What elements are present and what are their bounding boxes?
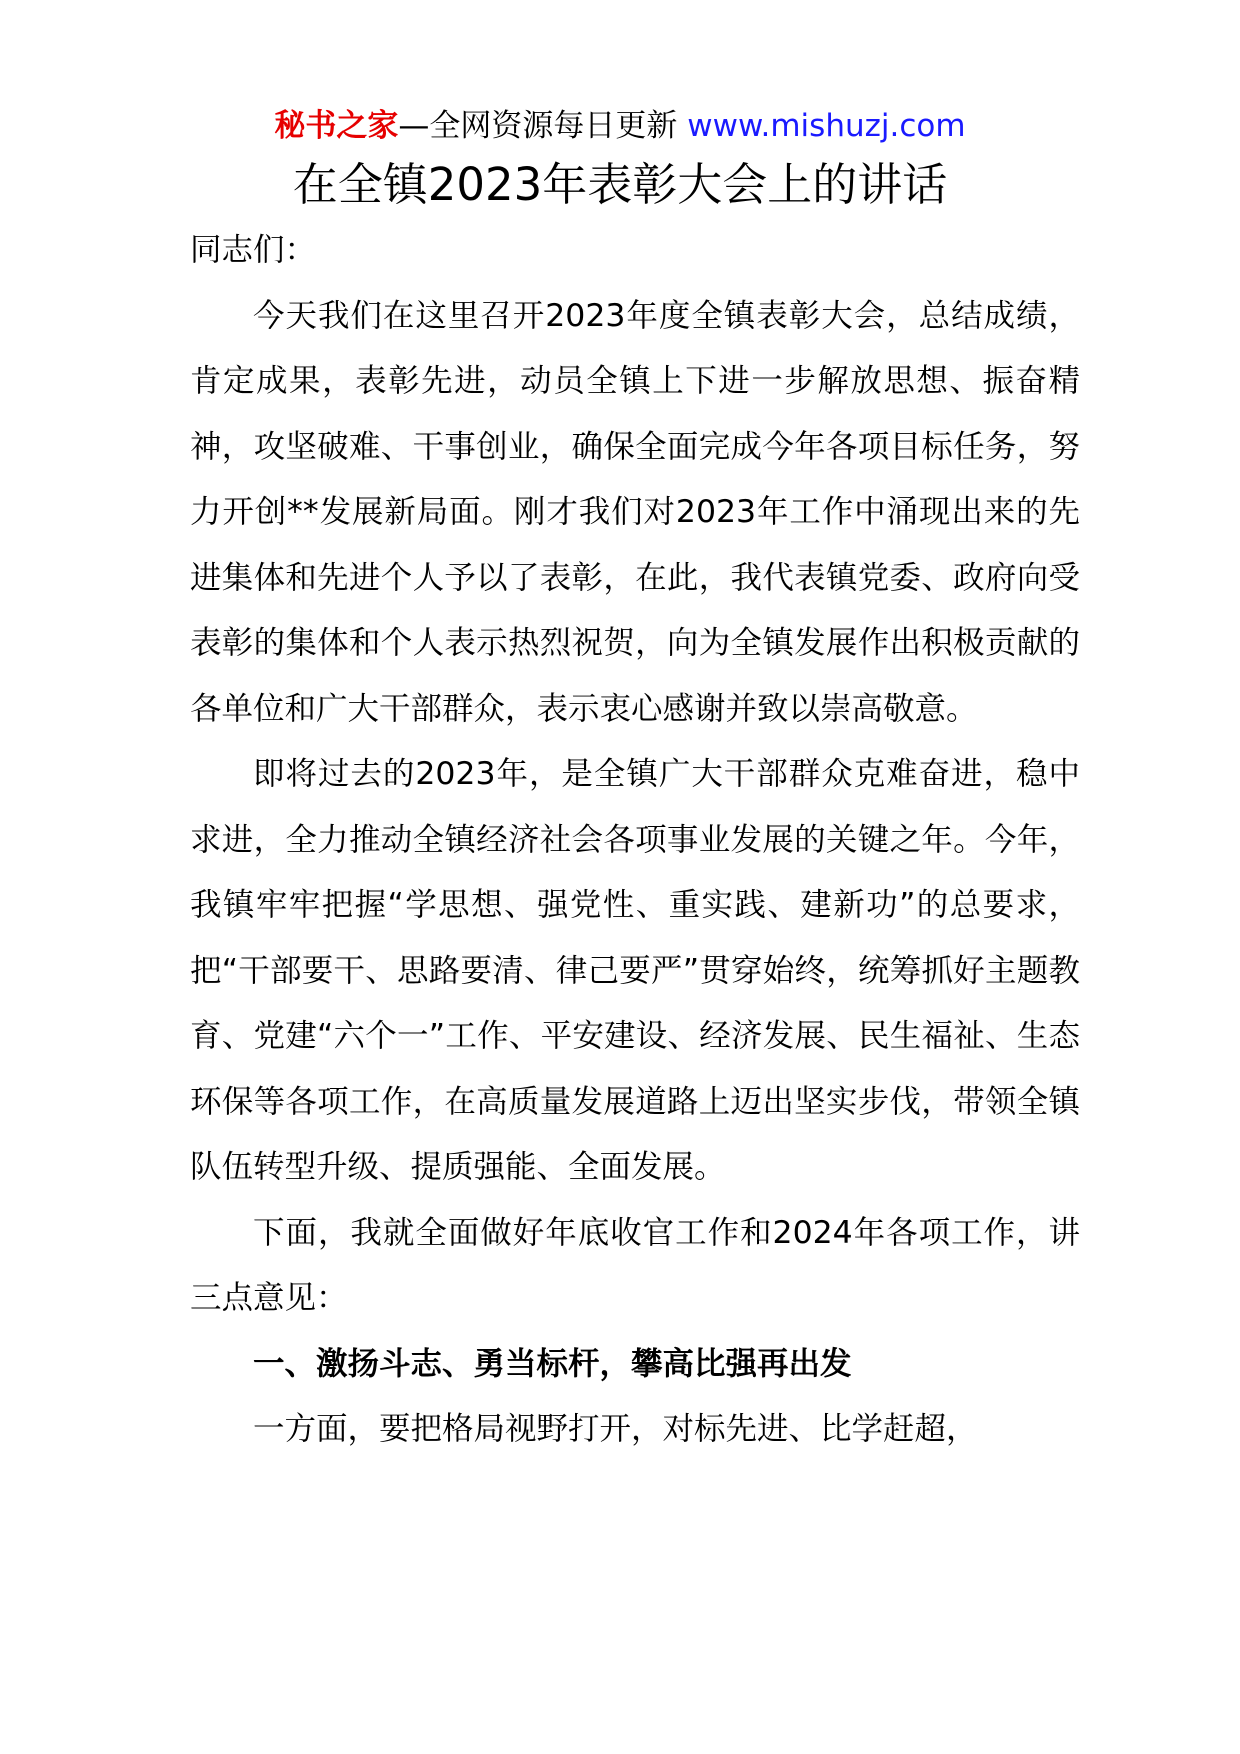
document-body xyxy=(190,218,1080,1463)
body-paragraph: 即将过去的2023年，是全镇广大干部群众克难奋进，稳中求进，全力推动全镇经济社会各项事业发展的关键之年。今年，我镇牢牢把握“学思想、强党性、重实践、建新功”的总要求，把“干部要干、思路要清、律己要严”贯穿始终，统筹抓好主题教育、党建“六个一”工作、平安建设、经济发展、民生福祉、生态环保等各项工作，在高质量发展道路上迈出坚实步伐，带领全镇队伍转型升级、提质强能、全面发展。 xyxy=(190,756,1080,1185)
salutation: 同志们： xyxy=(190,232,317,268)
document-title: 在全镇2023年表彰大会上的讲话 xyxy=(292,158,948,211)
header-tagline: —全网资源每日更新 xyxy=(398,108,688,144)
body-paragraph: 下面，我就全面做好年底收官工作和2024年各项工作，讲三点意见： xyxy=(190,1214,1080,1316)
body-paragraph: 今天我们在这里召开2023年度全镇表彰大会，总结成绩，肯定成果，表彰先进，动员全镇上下进一步解放思想、振奋精神，攻坚破难、干事创业，确保全面完成今年各项目标任务，努力开创**发展新局面。刚才我们对2023年工作中涌现出来的先进集体和先进个人予以了表彰，在此，我代表镇党委、政府向受表彰的集体和个人表示热烈祝贺，向为全镇发展作出积极贡献的各单位和广大干部群众，表示衷心感谢并致以崇高敬意。 xyxy=(190,297,1080,727)
brand-name: 秘书之家 xyxy=(274,108,399,144)
section-heading: 一、激扬斗志、勇当标杆，攀高比强再出发 xyxy=(253,1345,852,1382)
site-header xyxy=(160,104,1080,148)
site-url-link[interactable]: www.mishuzj.com xyxy=(687,108,966,144)
body-paragraph: 一方面，要把格局视野打开，对标先进、比学赶超， xyxy=(253,1411,978,1447)
